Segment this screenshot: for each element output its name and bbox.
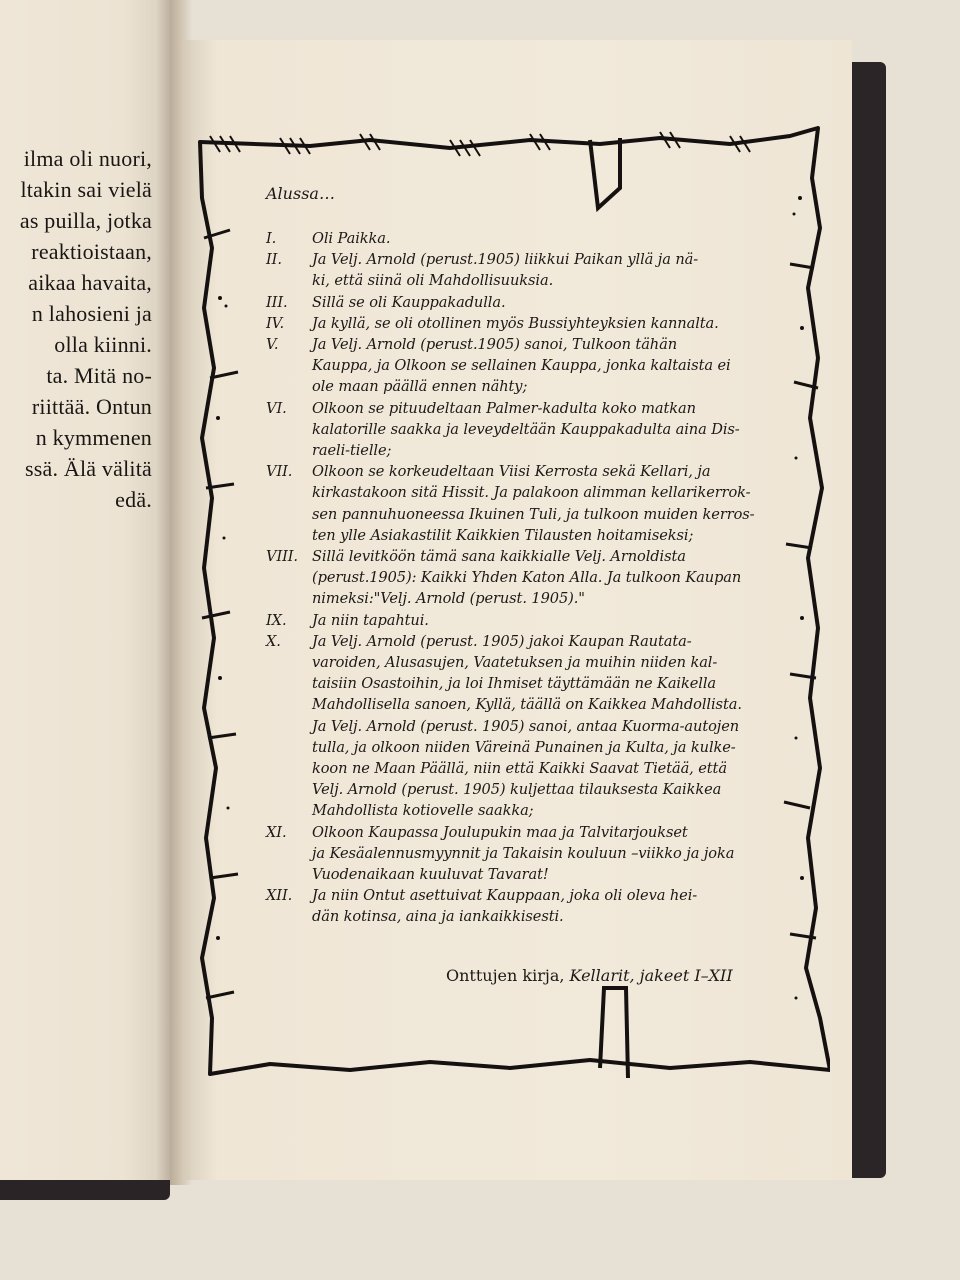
left-page-line: edä. bbox=[115, 487, 152, 512]
verse-text: Mahdollista kotiovelle saakka; bbox=[312, 802, 534, 820]
verse-text: Ja kyllä, se oli otollinen myös Bussiyhteyksien kannalta. bbox=[312, 314, 719, 332]
verse-text: Ja Velj. Arnold (perust.1905) sanoi, Tulkoon tähän bbox=[312, 336, 677, 353]
verse-number: VIII. bbox=[266, 548, 298, 565]
verse-line bbox=[266, 442, 391, 459]
verse-text: Sillä se oli Kauppakadulla. bbox=[312, 293, 506, 311]
verse-text: Olkoon se korkeudeltaan Viisi Kerrosta sekä Kellari, ja bbox=[312, 463, 711, 481]
verse-line bbox=[266, 908, 564, 925]
verse-line bbox=[266, 230, 390, 247]
verse-text: Olkoon se pituudeltaan Palmer-kadulta koko matkan bbox=[312, 399, 696, 417]
verse-line bbox=[266, 675, 716, 692]
verse-text: Ja niin Ontut asettuivat Kauppaan, joka oli oleva hei- bbox=[312, 887, 698, 905]
verse-text: Velj. Arnold (perust. 1905) kuljettaa tilauksesta Kaikkea bbox=[312, 781, 722, 799]
verse-text: varoiden, Alusasujen, Vaatetuksen ja muihin niiden kal- bbox=[312, 654, 718, 671]
left-page-line: reaktioistaan, bbox=[31, 239, 152, 264]
verse-line bbox=[266, 421, 740, 438]
left-page-line: n kymmenen bbox=[35, 425, 152, 450]
verse-line bbox=[266, 548, 686, 565]
verse-text: kalatorille saakka ja leveydeltään Kauppakadulta aina Dis- bbox=[312, 420, 740, 438]
verse-line bbox=[266, 506, 754, 523]
verse-text: koon ne Maan Päällä, niin että Kaikki Saavat Tietää, että bbox=[312, 760, 727, 777]
verse-text: sen pannuhuoneessa Ikuinen Tuli, ja tulkoon muiden kerros- bbox=[312, 505, 755, 523]
verse-number: I. bbox=[266, 230, 277, 247]
verse-line bbox=[266, 315, 719, 332]
verse-text: ole maan päällä ennen nähty; bbox=[312, 378, 528, 396]
verse-line bbox=[266, 633, 692, 650]
verse-text: Mahdollisella sanoen, Kyllä, täällä on Kaikkea Mahdollista. bbox=[312, 696, 742, 714]
verse-line bbox=[266, 336, 677, 353]
left-page-line: riittää. Ontun bbox=[31, 394, 152, 419]
verse-line bbox=[266, 781, 721, 798]
left-page-line: ilma oli nuori, bbox=[23, 146, 152, 171]
verse-text: Ja Velj. Arnold (perust. 1905) sanoi, antaa Kuorma-autojen bbox=[312, 717, 740, 735]
left-page-line: olla kiinni. bbox=[54, 332, 152, 357]
verse-number: II. bbox=[266, 251, 282, 269]
verse-number: III. bbox=[266, 293, 288, 311]
attribution-source: Onttujen kirja, bbox=[446, 966, 570, 985]
verse-line bbox=[266, 696, 742, 713]
left-page-line: aikaa havaita, bbox=[28, 270, 152, 295]
scroll-heading: Alussa… bbox=[266, 184, 335, 203]
verse-line bbox=[266, 760, 727, 777]
verse-line bbox=[266, 484, 750, 501]
verse-text: ki, että siinä oli Mahdollisuuksia. bbox=[312, 272, 554, 290]
verse-text: Kauppa, ja Olkoon se sellainen Kauppa, jonka kaltaista ei bbox=[312, 357, 731, 375]
verse-text: Oli Paikka. bbox=[312, 230, 391, 247]
left-page-line: ssä. Älä välitä bbox=[24, 456, 152, 481]
verse-line bbox=[266, 739, 736, 756]
verse-number: VII. bbox=[266, 463, 293, 481]
verse-text: Sillä levitköön tämä sana kaikkialle Velj. Arnoldista bbox=[312, 548, 686, 565]
verse-line bbox=[266, 718, 739, 735]
verse-line bbox=[266, 357, 731, 374]
book-gutter bbox=[170, 0, 192, 1185]
left-page-line: ltakin sai vielä bbox=[20, 177, 152, 202]
verse-line bbox=[266, 887, 697, 904]
verse-line bbox=[266, 272, 553, 289]
left-page-line: ta. Mitä no- bbox=[46, 363, 152, 388]
verse-text: Ja Velj. Arnold (perust. 1905) jakoi Kaupan Rautata- bbox=[312, 632, 692, 650]
left-page bbox=[0, 0, 176, 1180]
verse-text: taisiin Osastoihin, ja loi Ihmiset täyttämään ne Kaikella bbox=[312, 675, 717, 693]
verse-line bbox=[266, 569, 741, 586]
attribution-reference: Kellarit, jakeet I–XII bbox=[569, 966, 733, 985]
book-cover-right bbox=[846, 62, 886, 1178]
verse-text: (perust.1905): Kaikki Yhden Katon Alla. Ja tulkoon Kaupan bbox=[312, 569, 742, 587]
verse-text: kirkastakoon sitä Hissit. Ja palakoon alimman kellarikerrok- bbox=[312, 484, 751, 502]
scroll-attribution bbox=[446, 966, 733, 985]
verse-line bbox=[266, 654, 717, 671]
verse-number: IX. bbox=[266, 611, 287, 629]
verse-line bbox=[266, 463, 710, 480]
verse-text: ja Kesäalennusmyynnit ja Takaisin kouluun –viikko ja joka bbox=[312, 844, 735, 862]
verse-text: Olkoon Kaupassa Joulupukin maa ja Talvitarjoukset bbox=[312, 823, 688, 841]
verse-number: IV. bbox=[266, 314, 285, 332]
verse-text: dän kotinsa, aina ja iankaikkisesti. bbox=[312, 908, 564, 926]
verse-number: XI. bbox=[266, 823, 287, 841]
verse-line bbox=[266, 845, 734, 862]
verse-number: XII. bbox=[266, 887, 293, 905]
verse-text: Ja Velj. Arnold (perust.1905) liikkui Paikan yllä ja nä- bbox=[312, 251, 699, 269]
verse-line bbox=[266, 802, 534, 819]
verse-line bbox=[266, 824, 688, 841]
verse-number: VI. bbox=[266, 399, 287, 417]
verse-line bbox=[266, 866, 549, 883]
verse-number: X. bbox=[266, 632, 281, 650]
left-page-line: as puilla, jotka bbox=[19, 208, 152, 233]
verse-text: nimeksi:"Velj. Arnold (perust. 1905)." bbox=[312, 590, 585, 608]
verse-line bbox=[266, 612, 429, 629]
verse-number: V. bbox=[266, 336, 279, 353]
verse-text: tulla, ja olkoon niiden Väreinä Punainen ja Kulta, ja kulke- bbox=[312, 738, 736, 756]
verse-text: Ja niin tapahtui. bbox=[312, 611, 429, 629]
verse-text: raeli-tielle; bbox=[312, 442, 392, 459]
verse-line bbox=[266, 527, 693, 544]
left-page-line: n lahosieni ja bbox=[31, 301, 152, 326]
verse-line bbox=[266, 400, 696, 417]
verse-text: Vuodenaikaan kuuluvat Tavarat! bbox=[312, 866, 549, 883]
verse-line bbox=[266, 378, 527, 395]
verse-line bbox=[266, 294, 506, 311]
verse-text: ten ylle Asiakastilit Kaikkien Tilausten hoitamiseksi; bbox=[312, 526, 694, 544]
verse-line bbox=[266, 251, 698, 268]
verse-line bbox=[266, 590, 585, 607]
